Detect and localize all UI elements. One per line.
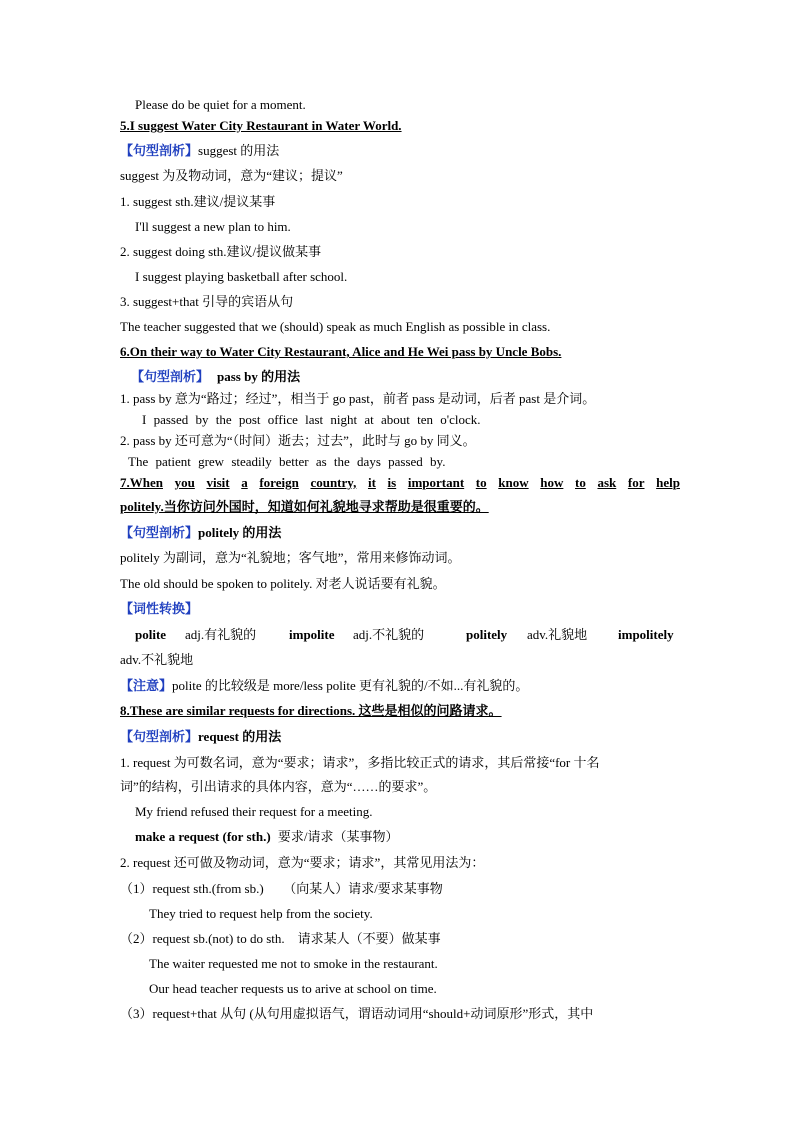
def-polite: adj.有礼貌的 <box>185 627 257 642</box>
analysis-pass-by <box>131 368 300 386</box>
politely-definition: politely 为副词，意为“礼貌地；客气地”，常用来修饰动词。 <box>120 550 461 565</box>
heading-8: 8.These are similar requests for directions. 这些是相似的问路请求。 <box>120 703 502 718</box>
analysis-politely <box>120 524 281 542</box>
request-usage-2: （2）request sb.(not) to do sth. 请求某人（不要）做某事 <box>120 931 441 946</box>
make-a-request <box>135 828 399 846</box>
suggest-example-3: The teacher suggested that we (should) speak as much English as possible in class. <box>120 319 551 334</box>
def-impolitely: adv.不礼貌地 <box>120 652 194 667</box>
def-politely: adv.礼貌地 <box>527 627 588 642</box>
request-noun-line-1: 1. request 为可数名词，意为“要求；请求”，多指比较正式的请求，其后常接“for 十名 <box>120 755 600 770</box>
pass-by-usage-2: 2. pass by 还可意为“（时间）逝去；过去”，此时与 go by 同义。 <box>120 433 476 448</box>
request-noun-line-2: 词”的结构，引出请求的具体内容，意为“……的要求”。 <box>120 779 437 794</box>
request-example-4: Our head teacher requests us to arive at school on time. <box>149 981 437 996</box>
suggest-example-1: I'll suggest a new plan to him. <box>135 219 291 234</box>
analysis-request <box>120 728 281 746</box>
word-politely: politely <box>466 627 508 642</box>
suggest-usage-1: 1. suggest sth.建议/提议某事 <box>120 194 276 209</box>
word-polite: polite <box>135 627 167 642</box>
suggest-example-2: I suggest playing basketball after school. <box>135 269 348 284</box>
note-text: polite 的比较级是 more/less polite 更有礼貌的/不如...有礼貌的。 <box>172 678 529 693</box>
tag-text: suggest 的用法 <box>198 143 280 158</box>
request-example-1: My friend refused their request for a meeting. <box>135 804 373 819</box>
tag-label: 【句型剖析】 <box>120 525 199 540</box>
word-form-tag: 【词性转换】 <box>120 601 199 616</box>
note-tag: 【注意】 <box>120 678 173 693</box>
phrase: make a request (for sth.) <box>135 829 271 844</box>
tag-text: politely 的用法 <box>198 525 282 540</box>
request-example-3: The waiter requested me not to smoke in the restaurant. <box>149 956 438 971</box>
tag-text: request 的用法 <box>198 729 282 744</box>
heading-5: 5.I suggest Water City Restaurant in Water World. <box>120 118 402 133</box>
suggest-usage-2: 2. suggest doing sth.建议/提议做某事 <box>120 244 322 259</box>
request-verb-usage: 2. request 还可做及物动词，意为“要求；请求”，其常见用法为： <box>120 855 485 870</box>
analysis-suggest <box>120 142 279 160</box>
request-usage-1: （1）request sth.(from sb.) （向某人）请求/要求某事物 <box>120 881 443 896</box>
phrase-meaning: 要求/请求（某事物） <box>277 829 399 844</box>
suggest-definition: suggest 为及物动词，意为“建议；提议” <box>120 168 343 183</box>
pass-by-example-2: The patient grew steadily better as the days passed by. <box>128 454 446 469</box>
heading-7-line-2: politely.当你访问外国时，知道如何礼貌地寻求帮助是很重要的。 <box>120 499 489 514</box>
heading-7-line-1: 7.When you visit a foreign country, it is important to know how to ask for help <box>120 475 680 490</box>
politely-example: The old should be spoken to politely. 对老人说话要有礼貌。 <box>120 576 446 591</box>
tag-label: 【句型剖析】 <box>131 369 210 384</box>
word-impolitely: impolitely <box>618 627 674 642</box>
def-impolite: adj.不礼貌的 <box>353 627 425 642</box>
pass-by-example-1: I passed by the post office last night at about ten o'clock. <box>142 412 481 427</box>
suggest-usage-3: 3. suggest+that 引导的宾语从句 <box>120 294 294 309</box>
word-impolite: impolite <box>289 627 335 642</box>
request-usage-3: （3）request+that 从句 (从句用虚拟语气，谓语动词用“should+动词原形”形式，其中 <box>120 1006 594 1021</box>
tag-text: pass by 的用法 <box>217 369 301 384</box>
request-example-2: They tried to request help from the society. <box>149 906 373 921</box>
heading-6: 6.On their way to Water City Restaurant, Alice and He Wei pass by Uncle Bobs. <box>120 344 562 359</box>
tag-label: 【句型剖析】 <box>120 143 199 158</box>
pass-by-usage-1: 1. pass by 意为“路过；经过”，相当于 go past，前者 pass 是动词，后者 past 是介词。 <box>120 391 596 406</box>
tag-label: 【句型剖析】 <box>120 729 199 744</box>
example-quiet: Please do be quiet for a moment. <box>135 97 306 112</box>
note-polite <box>120 677 528 695</box>
